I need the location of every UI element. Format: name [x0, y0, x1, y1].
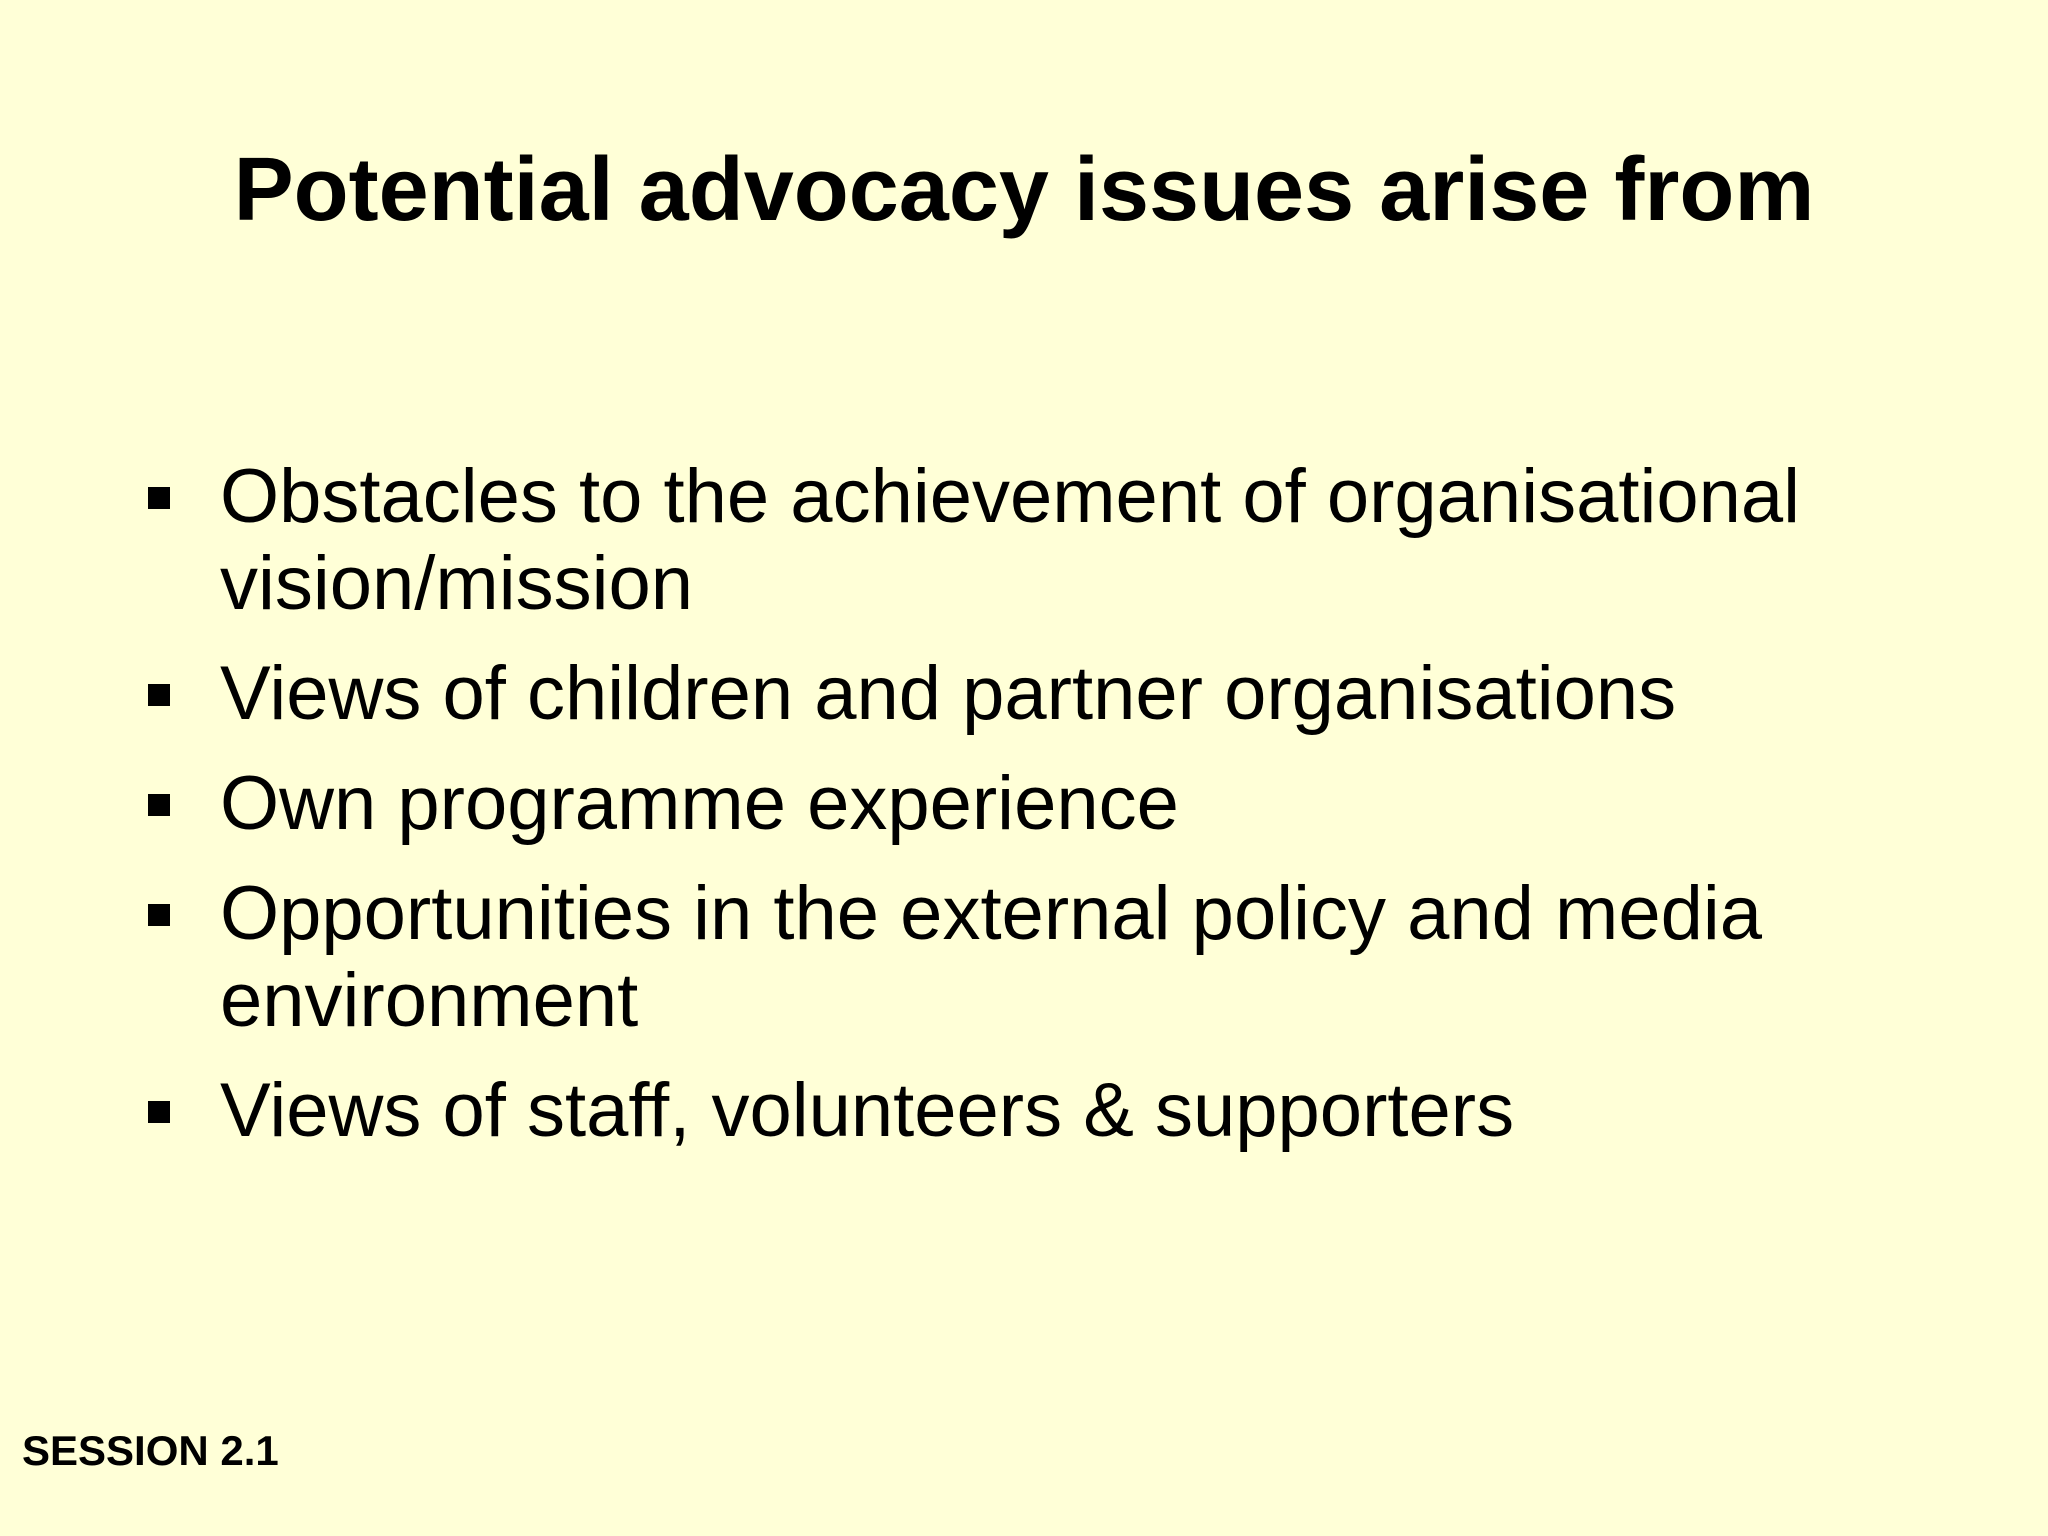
- square-bullet-icon: [148, 904, 170, 926]
- bullet-text: Obstacles to the achievement of organisational vision/mission: [220, 454, 1801, 626]
- square-bullet-icon: [148, 487, 170, 509]
- slide-title: Potential advocacy issues arise from: [233, 140, 1815, 240]
- bullet-text: Views of staff, volunteers & supporters: [220, 1068, 1515, 1153]
- list-item: [140, 1067, 1990, 1154]
- session-label: SESSION 2.1: [22, 1427, 279, 1474]
- bullet-text: Views of children and partner organisations: [220, 651, 1677, 736]
- list-item: [140, 870, 1990, 1044]
- list-item: [140, 650, 1990, 737]
- square-bullet-icon: [148, 684, 170, 706]
- list-item: [140, 453, 1990, 627]
- bullet-list: [140, 453, 1990, 1177]
- square-bullet-icon: [148, 794, 170, 816]
- square-bullet-icon: [148, 1101, 170, 1123]
- list-item: [140, 760, 1990, 847]
- bullet-text: Opportunities in the external policy and media environment: [220, 871, 1763, 1043]
- bullet-text: Own programme experience: [220, 761, 1179, 846]
